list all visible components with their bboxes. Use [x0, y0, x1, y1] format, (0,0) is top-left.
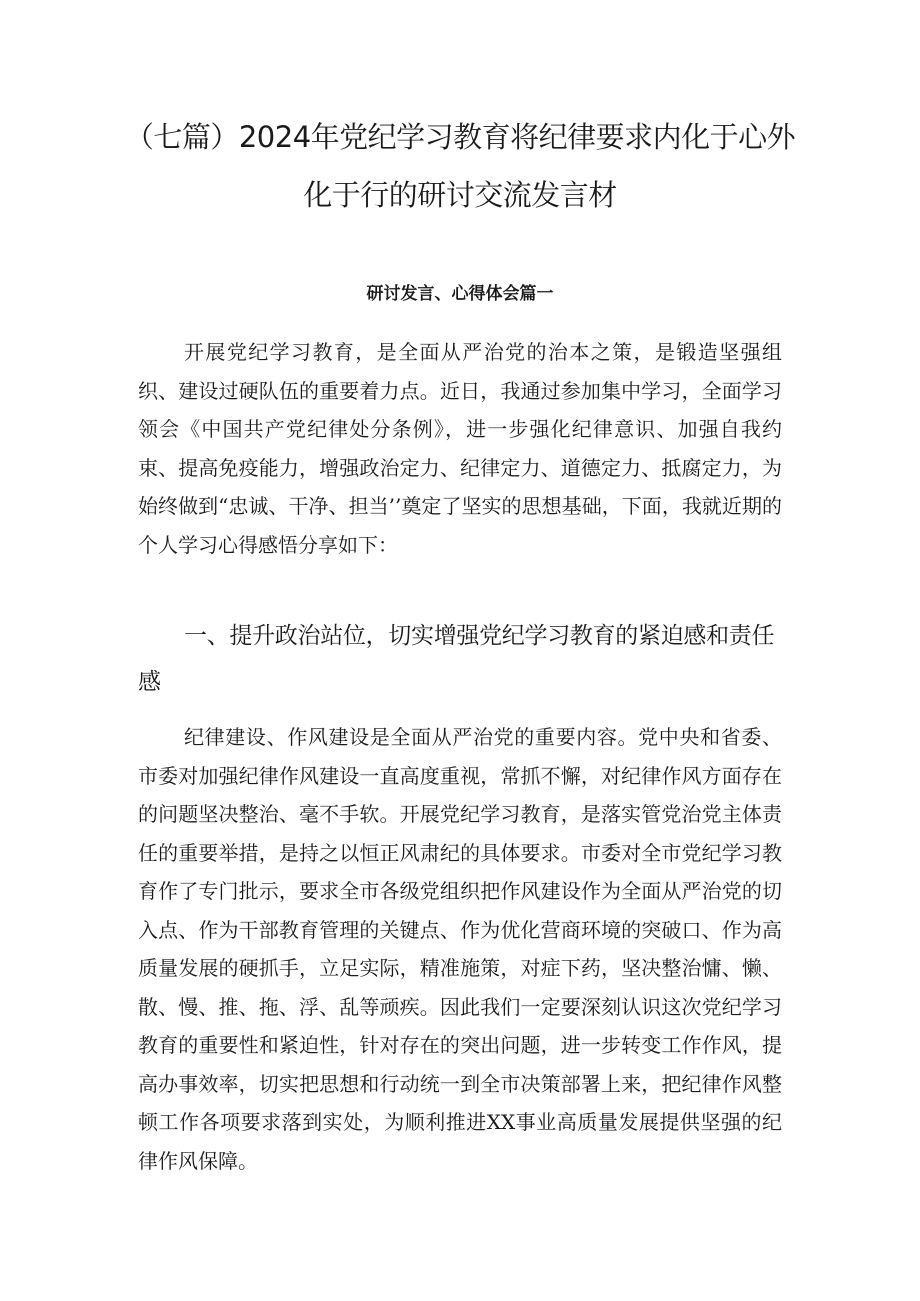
section-heading-one: 一、提升政治站位，切实增强党纪学习教育的紧迫感和责任感: [138, 623, 775, 695]
body-paragraph-section-one: 纪律建设、作风建设是全面从严治党的重要内容。党中央和省委、市委对加强纪律作风建设一直高度重视，常抓不懈，对纪律作风方面存在的问题坚决整治、毫不手软。开展党纪学习教育，是落实管党治党主体责任的重要举措，是持之以恒正风肃纪的具体要求。市委对全市党纪学习教育作了专门批示，要求全市各级党组织把作风建设作为全面从严治党的切入点、作为干部教育管理的关键点、作为优化营商环境的突破口、作为高质量发展的硬抓手，立足实际，精准施策，对症下药，坚决整治慵、懒、散、慢、推、拖、浮、乱等顽疾。因此我们一定要深刻认识这次党纪学习教育的重要性和紧迫性，针对存在的突出问题，进一步转变工作作风，提高办事效率，切实把思想和行动统一到全市决策部署上来，把纪律作风整顿工作各项要求落到实处，为顺利推进XX事业高质量发展提供坚强的纪律作风保障。: [138, 725, 782, 1173]
document-title: （七篇）2024年党纪学习教育将纪律要求内化于心外化于行的研讨交流发言材: [124, 120, 796, 212]
section-subtitle: 研讨发言、心得体会篇一: [366, 284, 554, 304]
body-paragraph-intro: 开展党纪学习教育，是全面从严治党的治本之策，是锻造坚强组织、建设过硬队伍的重要着力点。近日，我通过参加集中学习，全面学习领会《中国共产党纪律处分条例》，进一步强化纪律意识、加强自我约束、提高免疫能力，增强政治定力、纪律定力、道德定力、抵腐定力，为始终做到“忠诚、干净、担当’’奠定了坚实的思想基础，下面，我就近期的个人学习心得感悟分享如下：: [138, 340, 782, 557]
